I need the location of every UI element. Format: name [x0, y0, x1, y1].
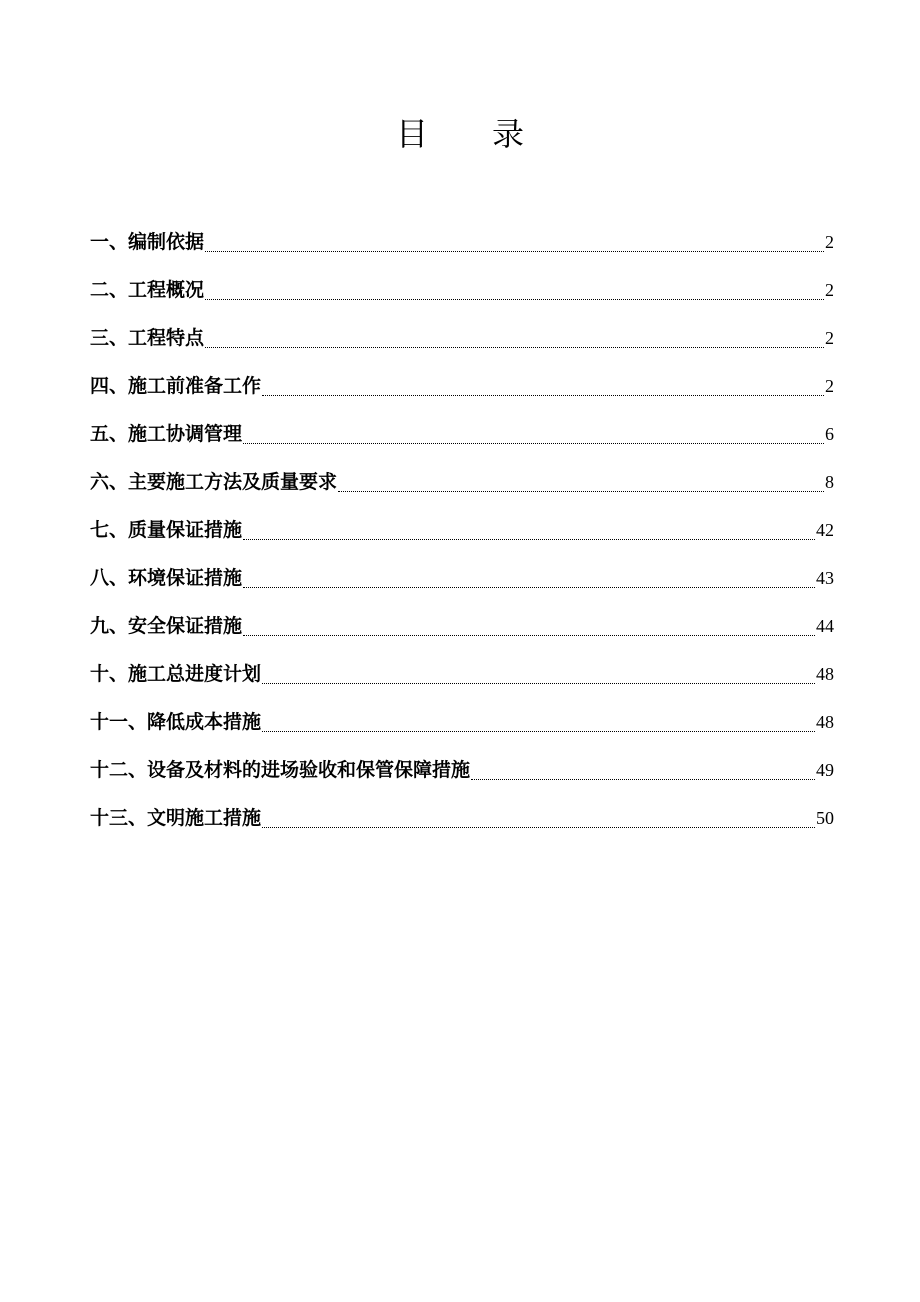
toc-page-number: 43 [816, 568, 834, 588]
toc-entry-1[interactable] [90, 214, 834, 262]
toc-dot-leader [243, 538, 815, 540]
toc-dot-leader [262, 682, 815, 684]
toc-entry-6[interactable] [90, 454, 834, 502]
toc-entry-5[interactable] [90, 406, 834, 454]
toc-dot-leader [205, 346, 824, 348]
toc-dot-leader [205, 298, 824, 300]
toc-entry-2[interactable] [90, 262, 834, 310]
toc-dot-leader [243, 634, 815, 636]
toc-entry-8[interactable] [90, 550, 834, 598]
toc-dot-leader [262, 394, 824, 396]
toc-dot-leader [205, 250, 824, 252]
toc-dot-leader [262, 730, 815, 732]
toc-entry-12[interactable] [90, 742, 834, 790]
page-title [0, 112, 920, 156]
title-char-lu: 录 [492, 115, 525, 153]
toc-entry-13[interactable] [90, 790, 834, 838]
toc-entry-11[interactable] [90, 694, 834, 742]
toc-entry-label: 九、安全保证措施 [90, 615, 243, 637]
toc-dot-leader [338, 490, 824, 492]
toc-dot-leader [262, 826, 815, 828]
toc-entry-label: 五、施工协调管理 [90, 423, 243, 445]
toc-entry-label: 八、环境保证措施 [90, 567, 243, 589]
toc-entry-10[interactable] [90, 646, 834, 694]
toc-entry-label: 三、工程特点 [90, 327, 205, 349]
toc-page-number: 49 [816, 760, 834, 780]
toc-dot-leader [243, 442, 824, 444]
toc-page-number: 8 [825, 472, 834, 492]
toc-entry-label: 一、编制依据 [90, 231, 205, 253]
toc-page-number: 48 [816, 664, 834, 684]
toc-entry-label: 十、施工总进度计划 [90, 663, 262, 685]
toc-page-number: 2 [825, 280, 834, 300]
toc-entry-4[interactable] [90, 358, 834, 406]
toc-page-number: 50 [816, 808, 834, 828]
toc-dot-leader [243, 586, 815, 588]
toc-page-number: 42 [816, 520, 834, 540]
toc-entry-label: 十一、降低成本措施 [90, 711, 262, 733]
toc-page-number: 2 [825, 232, 834, 252]
toc-entry-label: 七、质量保证措施 [90, 519, 243, 541]
toc-page-number: 48 [816, 712, 834, 732]
toc-entry-label: 十二、设备及材料的进场验收和保管保障措施 [90, 759, 471, 781]
toc-page-number: 2 [825, 376, 834, 396]
toc-page-number: 6 [825, 424, 834, 444]
toc-entry-label: 十三、文明施工措施 [90, 807, 262, 829]
table-of-contents [90, 214, 834, 838]
toc-entry-label: 六、主要施工方法及质量要求 [90, 471, 338, 493]
toc-dot-leader [471, 778, 815, 780]
title-char-mu: 目 [395, 115, 428, 153]
toc-entry-9[interactable] [90, 598, 834, 646]
toc-page-number: 2 [825, 328, 834, 348]
toc-entry-label: 四、施工前准备工作 [90, 375, 262, 397]
toc-page-number: 44 [816, 616, 834, 636]
toc-entry-3[interactable] [90, 310, 834, 358]
toc-entry-7[interactable] [90, 502, 834, 550]
toc-entry-label: 二、工程概况 [90, 279, 205, 301]
